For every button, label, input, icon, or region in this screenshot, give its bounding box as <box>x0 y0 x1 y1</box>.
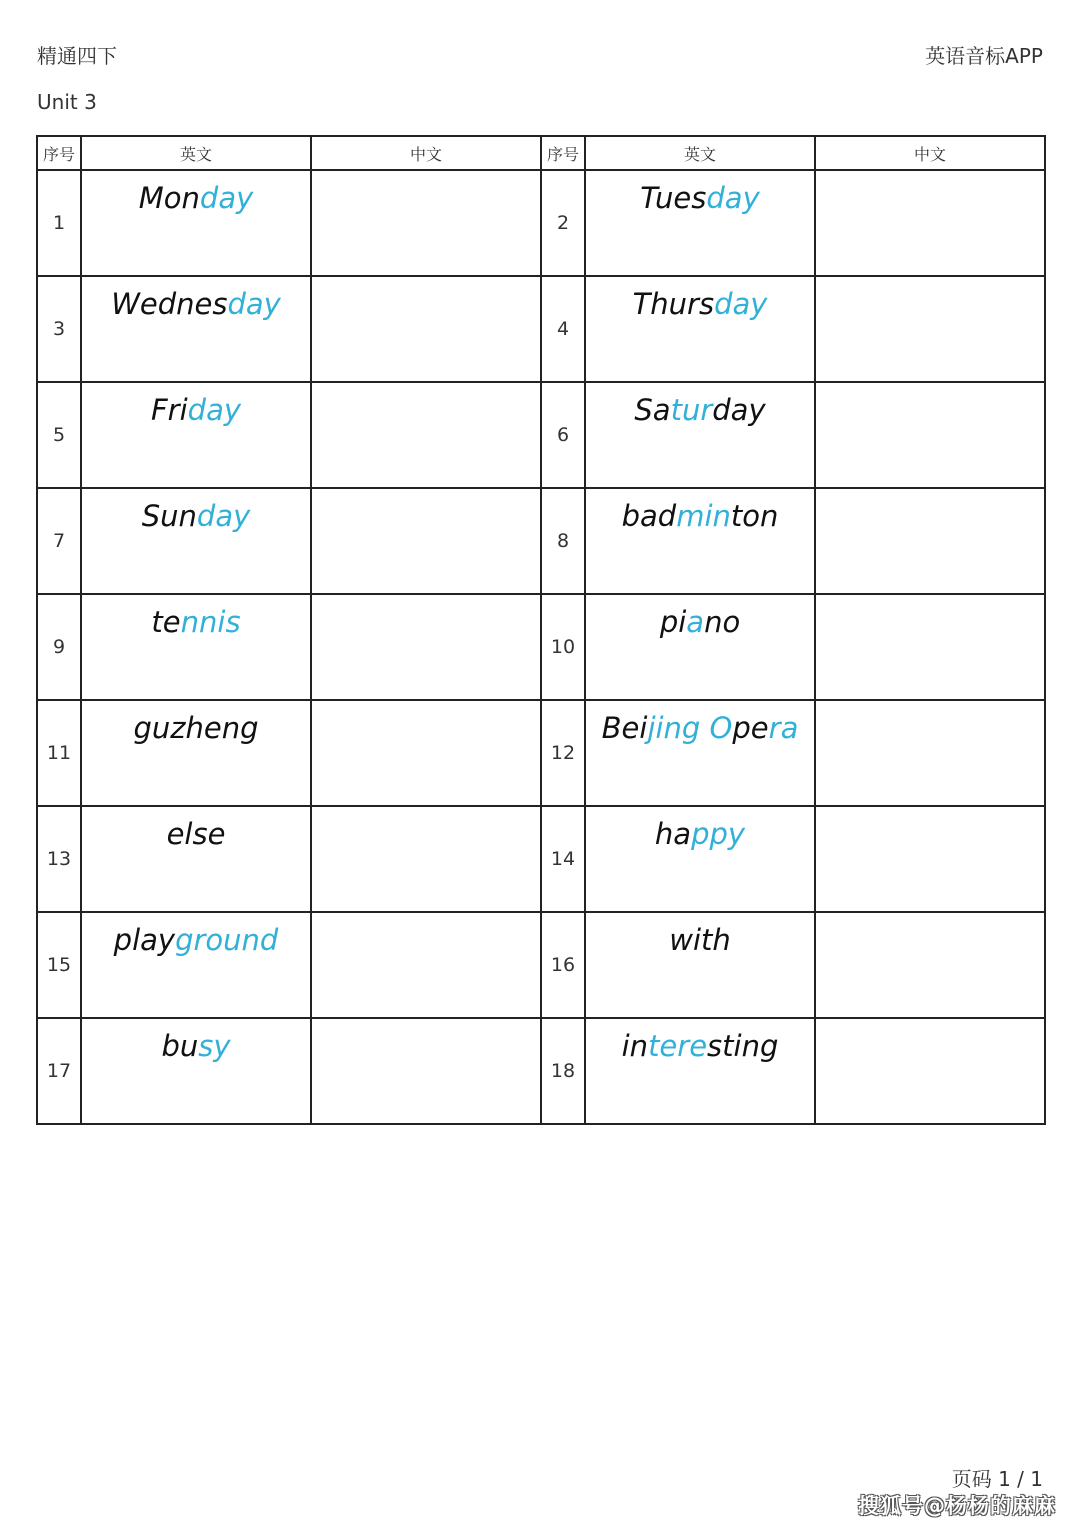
table-row <box>37 382 1045 488</box>
word-number: 15 <box>37 912 81 1018</box>
word-number: 8 <box>541 488 585 594</box>
english-word <box>81 594 311 700</box>
col-header-english: 英文 <box>81 136 311 170</box>
word-part-highlighted: day <box>227 287 281 321</box>
table-row <box>37 806 1045 912</box>
table-row <box>37 594 1045 700</box>
word-number: 6 <box>541 382 585 488</box>
word-part: else <box>166 817 226 851</box>
chinese-answer-cell <box>311 170 541 276</box>
vocab-table-body <box>37 170 1045 1124</box>
col-header-chinese: 中文 <box>311 136 541 170</box>
chinese-answer-cell <box>311 912 541 1018</box>
word-number: 9 <box>37 594 81 700</box>
word-part: Tues <box>640 181 707 215</box>
english-word <box>585 594 815 700</box>
word-part: bu <box>161 1029 199 1063</box>
word-part-highlighted: ground <box>175 923 279 957</box>
chinese-answer-cell <box>815 700 1045 806</box>
word-number: 2 <box>541 170 585 276</box>
word-number: 16 <box>541 912 585 1018</box>
english-word <box>585 382 815 488</box>
chinese-answer-cell <box>815 488 1045 594</box>
word-part-highlighted: ppy <box>691 817 746 851</box>
table-row <box>37 170 1045 276</box>
chinese-answer-cell <box>815 594 1045 700</box>
word-number: 7 <box>37 488 81 594</box>
english-word <box>585 170 815 276</box>
chinese-answer-cell <box>311 382 541 488</box>
english-word <box>81 806 311 912</box>
col-header-chinese: 中文 <box>815 136 1045 170</box>
english-word <box>81 700 311 806</box>
chinese-answer-cell <box>815 276 1045 382</box>
header-left-title: 精通四下 <box>37 44 117 68</box>
word-part: bad <box>621 499 677 533</box>
chinese-answer-cell <box>815 1018 1045 1124</box>
word-part-highlighted: day <box>187 393 241 427</box>
english-word <box>585 276 815 382</box>
word-part-highlighted: sy <box>198 1029 231 1063</box>
word-number: 4 <box>541 276 585 382</box>
word-number: 13 <box>37 806 81 912</box>
chinese-answer-cell <box>815 382 1045 488</box>
chinese-answer-cell <box>815 912 1045 1018</box>
word-part-highlighted: a <box>686 605 705 639</box>
word-number: 18 <box>541 1018 585 1124</box>
vocab-table <box>36 135 1046 1125</box>
english-word <box>585 912 815 1018</box>
chinese-answer-cell <box>311 276 541 382</box>
unit-label: Unit 3 <box>37 90 97 114</box>
word-number: 11 <box>37 700 81 806</box>
word-part-highlighted: ra <box>768 711 799 745</box>
chinese-answer-cell <box>815 806 1045 912</box>
english-word <box>585 806 815 912</box>
chinese-answer-cell <box>311 1018 541 1124</box>
word-number: 5 <box>37 382 81 488</box>
english-word <box>81 382 311 488</box>
word-number: 14 <box>541 806 585 912</box>
word-number: 12 <box>541 700 585 806</box>
english-word <box>81 276 311 382</box>
english-word <box>585 1018 815 1124</box>
page-number: 页码 1 / 1 <box>951 1467 1043 1491</box>
word-part: sting <box>707 1029 779 1063</box>
word-part: ton <box>730 499 779 533</box>
word-part-highlighted: day <box>706 181 760 215</box>
word-part-highlighted: min <box>676 499 731 533</box>
chinese-answer-cell <box>815 170 1045 276</box>
word-part-highlighted: day <box>196 499 251 533</box>
word-part: Wednes <box>111 287 228 321</box>
word-number: 17 <box>37 1018 81 1124</box>
chinese-answer-cell <box>311 806 541 912</box>
word-part: no <box>704 605 741 639</box>
col-header-num: 序号 <box>37 136 81 170</box>
chinese-answer-cell <box>311 700 541 806</box>
english-word <box>585 700 815 806</box>
header-right-title: 英语音标APP <box>925 44 1043 68</box>
word-part-highlighted: jing O <box>647 711 733 745</box>
word-number: 3 <box>37 276 81 382</box>
word-part: ha <box>654 817 692 851</box>
word-number: 1 <box>37 170 81 276</box>
english-word <box>81 1018 311 1124</box>
chinese-answer-cell <box>311 594 541 700</box>
table-row <box>37 1018 1045 1124</box>
table-row <box>37 488 1045 594</box>
word-part: with <box>669 923 731 957</box>
table-header-row <box>37 136 1045 170</box>
word-part: Mon <box>138 181 200 215</box>
word-part: guzheng <box>133 711 259 745</box>
table-row <box>37 912 1045 1018</box>
english-word <box>81 912 311 1018</box>
word-part: play <box>113 923 176 957</box>
col-header-num: 序号 <box>541 136 585 170</box>
chinese-answer-cell <box>311 488 541 594</box>
word-part-highlighted: tur <box>670 393 713 427</box>
word-part: pe <box>732 711 769 745</box>
word-part: Thurs <box>632 287 715 321</box>
word-part-highlighted: nnis <box>180 605 241 639</box>
word-part-highlighted: day <box>199 181 254 215</box>
english-word <box>81 170 311 276</box>
word-part: Bei <box>601 711 648 745</box>
table-row <box>37 700 1045 806</box>
word-part-highlighted: tere <box>648 1029 708 1063</box>
word-part: pi <box>659 605 687 639</box>
word-part: Sun <box>141 499 197 533</box>
word-part: te <box>151 605 181 639</box>
table-row <box>37 276 1045 382</box>
word-part: day <box>712 393 766 427</box>
word-part-highlighted: day <box>714 287 768 321</box>
english-word <box>81 488 311 594</box>
word-part: Sa <box>634 393 671 427</box>
watermark: 搜狐号@杨杨的麻麻 <box>858 1494 1056 1518</box>
english-word <box>585 488 815 594</box>
word-number: 10 <box>541 594 585 700</box>
col-header-english: 英文 <box>585 136 815 170</box>
word-part: in <box>621 1029 649 1063</box>
word-part: Fri <box>150 393 188 427</box>
